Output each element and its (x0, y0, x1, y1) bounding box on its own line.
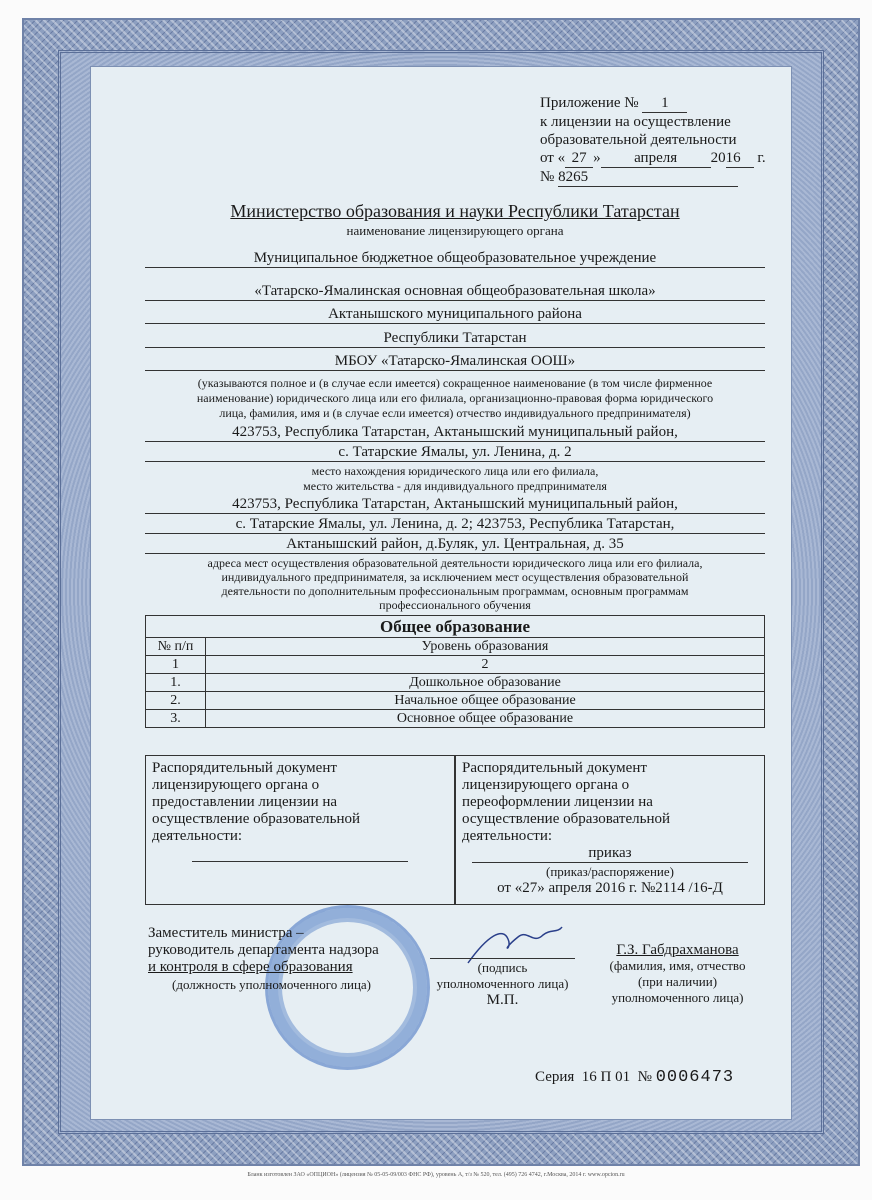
date-year: 16 (726, 149, 754, 168)
caption-line: лица, фамилия, имя и (в случае если имеется) отчество индивидуального предпринимателя) (219, 406, 691, 420)
order-type: приказ (472, 845, 748, 863)
caption-line: (фамилия, имя, отчество (609, 958, 746, 973)
order-text: осуществление образовательной (462, 811, 670, 827)
authority-caption: наименование лицензирующего органа (346, 223, 564, 238)
date-month: апреля (601, 149, 711, 168)
table-row (146, 692, 765, 710)
org-line: Республики Татарстан (145, 330, 765, 348)
table-cell: Начальное общее образование (206, 692, 765, 710)
location-line: 423753, Республика Татарстан, Актанышский муниципальный район, (145, 424, 765, 442)
table-header: Уровень образования (206, 638, 765, 656)
table-cell: 1 (146, 656, 206, 674)
table-cell: Дошкольное образование (206, 674, 765, 692)
order-text: лицензирующего органа о (462, 777, 630, 793)
order-text: лицензирующего органа о (152, 777, 320, 793)
appendix-label: Приложение № (540, 95, 639, 111)
caption-line: (подпись (477, 960, 528, 975)
location-caption (145, 464, 765, 494)
date-year-prefix: 20 (710, 150, 726, 166)
authority-name: Министерство образования и науки Республики Татарстан (230, 201, 680, 221)
table-header: № п/п (146, 638, 206, 656)
date-day: 27 (565, 149, 593, 168)
appendix-block (540, 94, 766, 187)
signer-position (148, 925, 379, 993)
position-caption: (должность уполномоченного лица) (172, 977, 372, 992)
appendix-number: 1 (642, 94, 687, 113)
position-line: Заместитель министра – (148, 925, 304, 941)
table-cell: 2. (146, 692, 206, 710)
caption-line: наименование) юридического лица или его филиала, организационно-правовая форма юридического (196, 391, 714, 405)
printer-footer: Бланк изготовлен ЗАО «ОПЦИОН» (лицензия № 05-05-09/003 ФНС РФ), уровень А, т/з № 520, тел. (495) 726 4742, г.Москва, 2014 г. www.opcion.ru (247, 1172, 625, 1178)
location-line: с. Татарские Ямалы, ул. Ленина, д. 2 (145, 444, 765, 462)
table-row (146, 674, 765, 692)
order-issue-box (145, 755, 455, 905)
address-caption (145, 556, 765, 612)
order-text: предоставлении лицензии на (152, 794, 338, 810)
order-text: деятельности: (152, 828, 243, 844)
caption-line: адреса мест осуществления образовательной деятельности юридического лица или его филиала, (207, 556, 703, 570)
caption-line: уполномоченного лица) (436, 976, 569, 991)
series-value: 16 П 01 (581, 1069, 631, 1085)
order-text: осуществление образовательной (152, 811, 360, 827)
order-reissue-box (455, 755, 765, 905)
caption-line: место нахождения юридического лица или его филиала, (311, 464, 599, 478)
order-text: Распорядительный документ (462, 760, 647, 776)
org-line: «Татарско-Ямалинская основная общеобразовательная школа» (145, 283, 765, 301)
table-cell: 3. (146, 710, 206, 728)
order-text: деятельности: (462, 828, 553, 844)
education-table (145, 615, 765, 728)
caption-line: место жительства - для индивидуального предпринимателя (303, 479, 607, 493)
series-number: 0006473 (655, 1068, 735, 1087)
caption-line: деятельности по дополнительным профессиональным программам, основным программам (221, 584, 689, 598)
caption-line: (при наличии) (637, 974, 718, 989)
date-year-suffix: г. (757, 150, 766, 166)
position-line: руководитель департамента надзора (148, 942, 379, 958)
signer-name-block (595, 942, 760, 1006)
caption-line: индивидуального предпринимателя, за исключением мест осуществления образовательной (221, 570, 689, 584)
signature-line (430, 958, 575, 959)
order-text: Распорядительный документ (152, 760, 337, 776)
signer-name: Г.З. Габдрахманова (616, 942, 739, 958)
appendix-line: образовательной деятельности (540, 132, 737, 148)
appendix-line: к лицензии на осуществление (540, 114, 731, 130)
address-line: с. Татарские Ямалы, ул. Ленина, д. 2; 423753, Республика Татарстан, (145, 516, 765, 534)
table-title: Общее образование (146, 616, 765, 638)
reg-number: 8265 (558, 168, 738, 187)
form-series (535, 1068, 734, 1087)
org-line: Муниципальное бюджетное общеобразовательное учреждение (145, 250, 765, 268)
order-date-number: от «27» апреля 2016 г. №2114 /16-Д (497, 880, 723, 896)
seal-label: М.П. (486, 992, 519, 1008)
date-mid: » (593, 150, 601, 166)
org-caption (145, 376, 765, 421)
order-type-caption: (приказ/распоряжение) (546, 864, 674, 879)
org-short-name: МБОУ «Татарско-Ямалинская ООШ» (145, 353, 765, 371)
table-cell: 1. (146, 674, 206, 692)
caption-line: уполномоченного лица) (611, 990, 744, 1005)
reg-prefix: № (540, 169, 555, 185)
caption-line: (указываются полное и (в случае если имеется) сокращенное наименование (в том числе фирменное (197, 376, 713, 390)
table-cell: Основное общее образование (206, 710, 765, 728)
table-row (146, 710, 765, 728)
position-line: и контроля в сфере образования (148, 959, 353, 975)
caption-line: профессионального обучения (379, 598, 531, 612)
blank-line (192, 861, 408, 862)
address-line: 423753, Республика Татарстан, Актанышский муниципальный район, (145, 496, 765, 514)
signature-mark (458, 925, 568, 965)
series-number-label: № (637, 1069, 652, 1085)
org-line: Актанышского муниципального района (145, 306, 765, 324)
signature-caption (430, 960, 575, 1008)
order-text: переоформлении лицензии на (462, 794, 653, 810)
address-line: Актанышский район, д.Буляк, ул. Центральная, д. 35 (145, 536, 765, 554)
date-prefix: от « (540, 150, 566, 166)
series-label: Серия (535, 1069, 575, 1085)
table-cell: 2 (206, 656, 765, 674)
